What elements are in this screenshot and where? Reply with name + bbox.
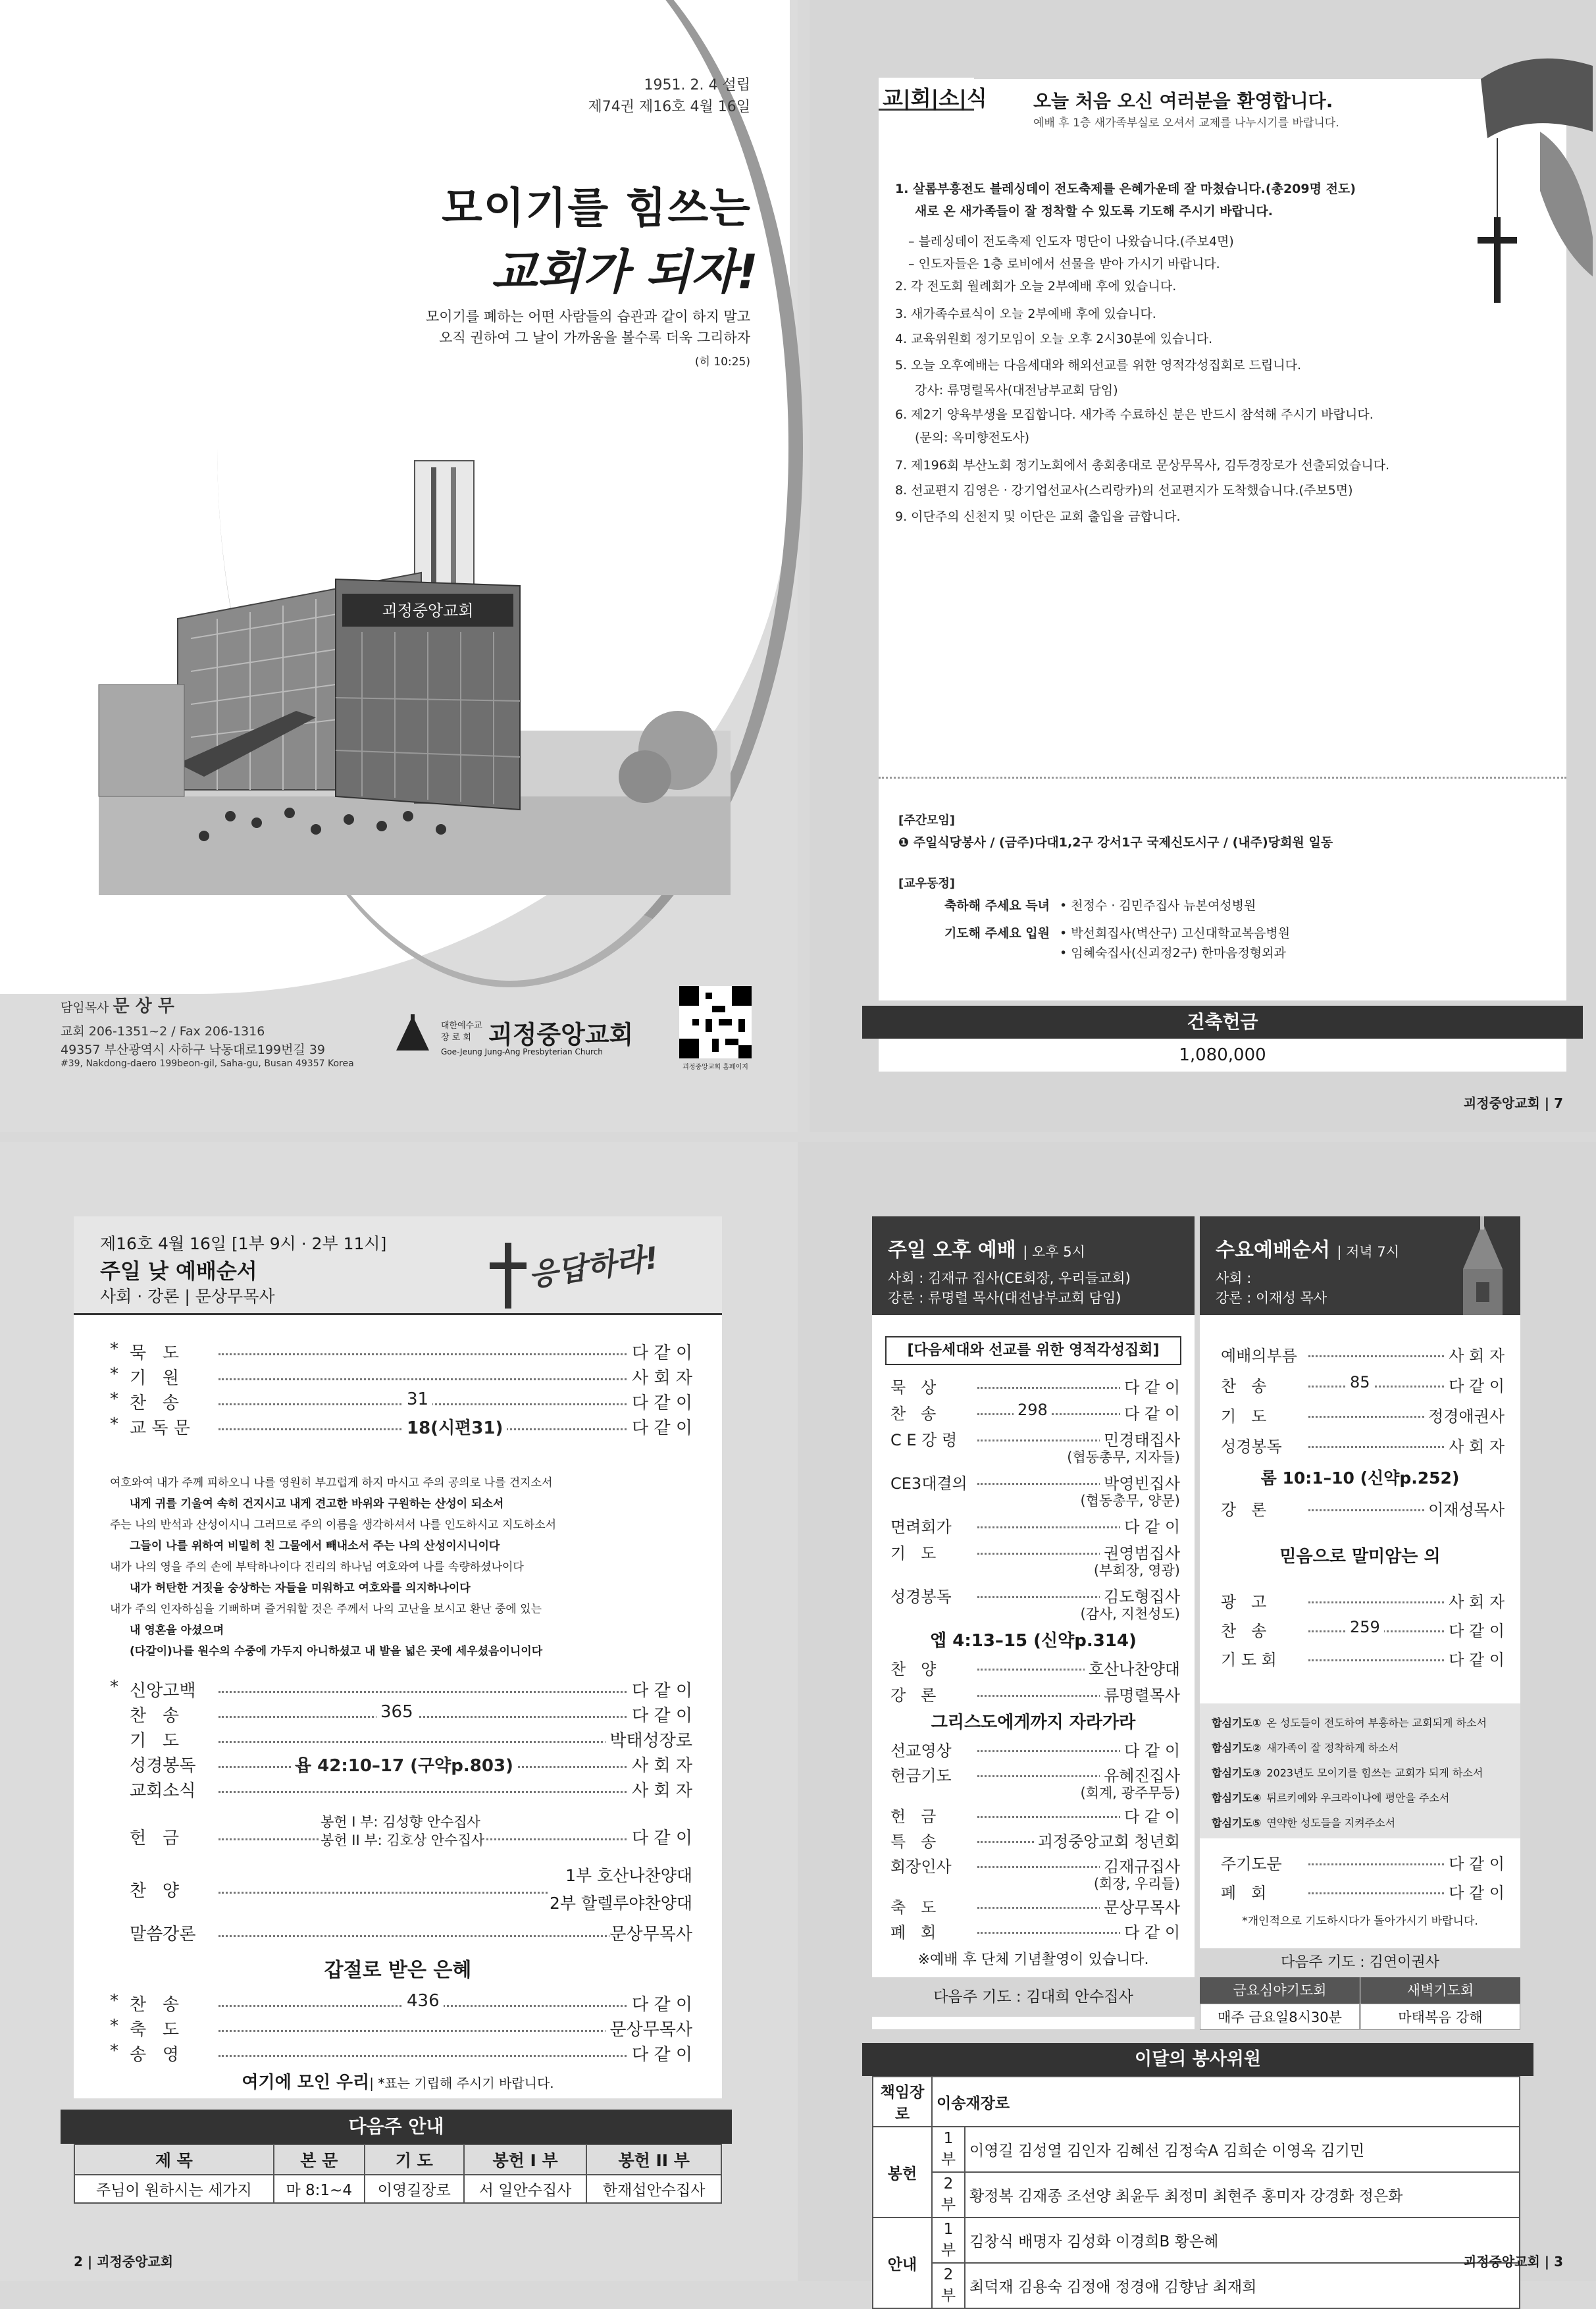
item-name: 찬 송 <box>1221 1377 1267 1395</box>
order-row <box>74 1991 722 2017</box>
item-person: 사 회 자 <box>628 1752 692 1777</box>
founded-date: 1951. 2. 4 설립 <box>644 77 750 93</box>
order-row <box>872 1803 1195 1830</box>
morning-issue: 제16호 4월 16일 [1부 9시 · 2부 11시] <box>100 1234 387 1253</box>
wednesday-time: | 저녁 7시 <box>1337 1244 1399 1260</box>
item-person: 다 같 이 <box>628 1677 692 1701</box>
item-person-role: (협동총무, 양문) <box>1080 1493 1180 1509</box>
news-item: 2. 각 전도회 월례회가 오늘 2부예배 후에 있습니다. <box>895 279 1177 294</box>
bong-2-list: 황정복 김재종 조선양 최윤두 최정미 최현주 홍미자 강경화 정은화 <box>965 2172 1520 2218</box>
prayer-item <box>1212 1715 1487 1730</box>
bong-1-list: 이영길 김성열 김인자 김혜선 김정숙A 김희순 이영옥 김기민 <box>965 2127 1520 2172</box>
item-person: 다 같 이 <box>628 1414 692 1439</box>
next-week-label: 다음주 안내 <box>61 2110 732 2144</box>
item-name: 선교영상 <box>890 1742 952 1760</box>
item-person-role: (협동총무, 지자들) <box>1067 1449 1180 1465</box>
item-person: 사 회 자 <box>628 1364 692 1389</box>
order-row <box>74 1752 722 1778</box>
item-person: 사 회 자 <box>1445 1434 1505 1457</box>
item-person: 민경태집사 <box>1100 1427 1180 1450</box>
item-person-role: (감사, 지천성도) <box>1080 1606 1180 1622</box>
standing-mark: * <box>110 1414 118 1434</box>
item-person: 다 같 이 <box>1120 1803 1180 1827</box>
wednesday-title-text: 수요예배순서 <box>1216 1239 1330 1262</box>
item-name: 특 송 <box>890 1832 937 1851</box>
item-detail: 31 <box>403 1389 432 1409</box>
item-detail: 18(시편31) <box>403 1414 507 1439</box>
guide-1-list: 김창식 배명자 김성화 이경희B 황은혜 <box>965 2218 1520 2263</box>
news-item: 8. 선교편지 김영은 · 강기업선교사(스리랑카)의 선교편지가 도착했습니다.(주보5면) <box>895 483 1353 498</box>
service-table <box>872 2076 1520 2309</box>
sermon-title: 갑절로 받은 은혜 <box>324 1959 472 1982</box>
sermon-dot-leader <box>219 1935 666 1937</box>
responsive-reading-line: 내가 주의 인자하심을 기뻐하며 즐거워할 것은 주께서 나의 고난을 보시고 환난 중에 있는 <box>110 1603 542 1616</box>
standing-mark: * <box>110 1339 118 1359</box>
order-row <box>74 1777 722 1803</box>
item-name: 헌금기도 <box>890 1767 952 1785</box>
item-person: 다 같 이 <box>628 1991 692 2015</box>
evening-order-rows <box>872 0 1195 2281</box>
logo-denomination-1: 대한예수교 <box>441 1021 482 1031</box>
pray-text1: • 박선희집사(벽산구) 고신대학교복음병원 <box>1060 926 1291 941</box>
prayer-item <box>1212 1815 1395 1830</box>
guide-1-label: 1부 <box>932 2218 965 2263</box>
service-guide-row-1 <box>873 2218 1520 2263</box>
item-name: 성경봉독 <box>130 1756 196 1776</box>
news-item: 9. 이단주의 신천지 및 이단은 교회 출입을 금합니다. <box>895 509 1181 524</box>
evening-title-text: 주일 오후 예배 <box>888 1239 1016 1262</box>
wednesday-leader2: 강론 : 이재성 목사 <box>1216 1290 1327 1306</box>
news-item: (문의: 옥미향전도사) <box>915 430 1030 445</box>
item-name: 헌 금 <box>890 1807 937 1826</box>
news-item: 4. 교육위원회 정기모임이 오늘 오후 2시30분에 있습니다. <box>895 332 1213 346</box>
dawn-prayer-value: 마태복음 강해 <box>1360 2004 1520 2030</box>
item-name: 찬 송 <box>890 1405 937 1423</box>
order-row <box>872 1854 1195 1892</box>
bong-label: 봉헌 <box>873 2127 932 2218</box>
item-person: 다 같 이 <box>628 1702 692 1726</box>
news-item: 새로 온 새가족들이 잘 정착할 수 있도록 기도해 주시기 바랍니다. <box>915 204 1273 219</box>
standing-mark: * <box>110 1364 118 1384</box>
item-person: 다 같 이 <box>628 1339 692 1364</box>
evening-time: | 오후 5시 <box>1023 1244 1085 1260</box>
verse-line1: 모이기를 폐하는 어떤 사람들의 습관과 같이 하지 말고 <box>425 309 750 324</box>
standing-mark: * <box>110 1991 118 2011</box>
evening-leader1: 사회 : 김재규 집사(CE회장, 우리들교회) <box>888 1270 1131 1286</box>
dot-leader <box>219 1353 666 1355</box>
responsive-reading-line: (다같이)나를 원수의 수중에 가두지 아니하셨고 내 발을 넓은 곳에 세우셨음이니이다 <box>130 1645 543 1658</box>
order-row <box>872 1470 1195 1509</box>
page-3-footer: 괴정중앙교회 | 3 <box>1463 2254 1563 2270</box>
welcome-message: 오늘 처음 오신 여러분을 환영합니다. <box>1033 90 1333 112</box>
order-row <box>872 1514 1195 1540</box>
order-row <box>872 1682 1195 1709</box>
responsive-reading-line: 내가 허탄한 거짓을 숭상하는 자들을 미워하고 여호와를 의지하나이다 <box>130 1582 471 1595</box>
item-name: 찬 송 <box>130 1706 180 1726</box>
prayer-label: 합심기도④ <box>1212 1792 1262 1804</box>
service-bong-row-1 <box>873 2127 1520 2172</box>
standing-mark: * <box>110 1677 118 1697</box>
dot-leader <box>219 1691 666 1693</box>
bong-1-label: 1부 <box>932 2127 965 2172</box>
weekly-item: ❶ 주일식당봉사 / (금주)다대1,2구 강서1구 국제신도시구 / (내주)당회원 일동 <box>898 835 1333 850</box>
item-name: 교회소식 <box>130 1781 196 1801</box>
item-name: 찬 송 <box>130 1393 180 1413</box>
pray-text2: • 임혜숙집사(신괴정2구) 한마음정형외과 <box>1060 946 1286 960</box>
item-name: 묵 상 <box>890 1378 937 1397</box>
dot-leader <box>219 1791 666 1793</box>
item-detail: 85 <box>1346 1373 1374 1391</box>
dot-leader <box>219 2030 666 2032</box>
service-guide-row-2 <box>873 2263 1520 2308</box>
item-detail: 365 <box>376 1702 417 1722</box>
morning-order-rows <box>74 0 722 2281</box>
order-row <box>872 1374 1195 1401</box>
order-row <box>74 1702 722 1728</box>
church-address: 49357 부산광역시 사하구 낙동대로199번길 39 <box>61 1043 325 1057</box>
logo-denomination-2: 장 로 회 <box>441 1033 471 1043</box>
item-person: 괴정중앙교회 청년회 <box>1034 1829 1180 1852</box>
item-name: 주기도문 <box>1221 1855 1282 1873</box>
evening-scripture: 엡 4:13–15 (신약p.314) <box>930 1631 1137 1651</box>
wednesday-note: *개인적으로 기도하시다가 돌아가시기 바랍니다. <box>1242 1915 1478 1928</box>
responsive-reading-line: 내가 나의 영을 주의 손에 부탁하나이다 진리의 하나님 여호와여 나를 속량하셨나이다 <box>110 1561 524 1574</box>
prayer-label: 합심기도⑤ <box>1212 1817 1262 1829</box>
item-name: 성경봉독 <box>890 1588 952 1606</box>
news-item: 1. 살롬부흥전도 블레싱데이 전도축제를 은혜가운데 잘 마쳤습니다.(총209명 전도) <box>895 182 1356 196</box>
offering-first: 봉헌 I 부: 김성향 안수집사 <box>321 1811 480 1831</box>
guide-label: 안내 <box>873 2218 932 2308</box>
prayer-text: 연약한 성도들을 지켜주소서 <box>1266 1817 1396 1829</box>
item-detail: 욥 42:10–17 (구약p.803) <box>291 1752 517 1777</box>
news-item: 3. 새가족수료식이 오늘 2부예배 후에 있습니다. <box>895 307 1156 321</box>
item-person: 호산나찬양대 <box>1085 1656 1180 1679</box>
sermon-preacher: 문상무목사 <box>609 1921 692 1945</box>
building-sign: 괴정중앙교회 <box>382 602 474 620</box>
item-person: 다 같 이 <box>1120 1738 1180 1761</box>
item-name: 강 론 <box>1221 1501 1267 1519</box>
next-week-value: 마 8:1~4 <box>274 2175 365 2203</box>
item-person: 사 회 자 <box>1445 1589 1505 1612</box>
prayer-label: 합심기도③ <box>1212 1767 1262 1779</box>
issue-info: 제74권 제16호 4월 16일 <box>588 99 750 115</box>
item-person: 다 같 이 <box>1120 1374 1180 1397</box>
page-7-footer: 괴정중앙교회 | 7 <box>1463 1095 1563 1111</box>
guide-2-label: 2부 <box>932 2263 965 2308</box>
wednesday-sermon-title: 믿음으로 말미암는 의 <box>1279 1547 1441 1567</box>
logo-english-name: Goe-Jeung Jung-Ang Presbyterian Church <box>441 1047 603 1056</box>
sermon-name: 말씀강론 <box>130 1925 196 1944</box>
wednesday-prayer-list <box>1200 0 1520 2281</box>
order-row <box>872 1919 1195 1946</box>
prayer-item <box>1212 1765 1483 1780</box>
order-row <box>74 1414 722 1441</box>
choir-second: 2부 할렐루야찬양대 <box>550 1890 692 1914</box>
next-week-value: 한재섭안수집사 <box>586 2175 721 2203</box>
item-detail: 298 <box>1014 1401 1052 1419</box>
prayer-meetings <box>1200 1977 1520 2030</box>
dot-leader <box>219 1403 666 1405</box>
pray-label: 기도해 주세요 입원 <box>944 926 1050 941</box>
dot-leader <box>219 1741 666 1743</box>
standing-note <box>74 2069 722 2093</box>
item-person: 김재규집사 <box>1100 1854 1180 1877</box>
welcome-sub: 예배 후 1층 새가족부실로 오셔서 교제를 나누시기를 바랍니다. <box>1033 117 1339 130</box>
service-title: 이달의 봉사위원 <box>862 2043 1533 2076</box>
item-person: 문상무목사 <box>1100 1894 1180 1917</box>
item-name: 기 도 <box>1221 1407 1267 1426</box>
next-week-value: 주님이 원하시는 세가지 <box>74 2175 274 2203</box>
verse-reference: (히 10:25) <box>694 355 750 369</box>
responsive-reading-line: 내게 귀를 기울여 속히 건지시고 내게 견고한 바위와 구원하는 산성이 되소서 <box>130 1497 504 1511</box>
item-person: 권영범집사 <box>1100 1540 1180 1563</box>
evening-banner: [다음세대와 선교를 위한 영적각성집회] <box>885 1336 1181 1365</box>
item-name: 예배의부름 <box>1221 1347 1297 1365</box>
dot-leader <box>219 2055 666 2057</box>
responsive-reading-line: 주는 나의 반석과 산성이시니 그러므로 주의 이름을 생각하셔서 나를 인도하시고 지도하소서 <box>110 1518 557 1532</box>
item-person: 다 같 이 <box>628 2041 692 2065</box>
item-name: 찬 양 <box>890 1660 937 1678</box>
item-name: 교 독 문 <box>130 1418 190 1438</box>
order-row <box>872 1763 1195 1801</box>
church-phone: 교회 206-1351~2 / Fax 206-1316 <box>61 1024 265 1039</box>
chief-label: 책임장로 <box>873 2077 932 2127</box>
evening-note: ※예배 후 단체 기념촬영이 있습니다. <box>917 1952 1149 1968</box>
standing-note-text: | *표는 기립해 주시기 바랍니다. <box>369 2075 554 2091</box>
item-name: C E 강 령 <box>890 1431 958 1449</box>
service-chief-row <box>873 2077 1520 2127</box>
item-name: 폐 회 <box>1221 1884 1267 1902</box>
item-person: 박영빈집사 <box>1100 1470 1180 1493</box>
news-header-text: 교|회|소|식 <box>883 86 987 111</box>
wednesday-next-prayer: 다음주 기도 : 김연이권사 <box>1200 1948 1520 1977</box>
item-person: 유혜진집사 <box>1100 1763 1180 1786</box>
item-person: 이재성목사 <box>1424 1497 1505 1520</box>
item-person: 사 회 자 <box>628 1777 692 1802</box>
pastor-label: 담임목사 <box>61 1000 109 1015</box>
news-item: 6. 제2기 양육부생을 모집합니다. 새가족 수료하신 분은 반드시 참석해 주시기 바랍니다. <box>895 407 1374 422</box>
responsive-reading-line: 여호와여 내가 주께 피하오니 나를 영원히 부끄럽게 하지 마시고 주의 공의로 나를 건지소서 <box>110 1476 553 1490</box>
order-row <box>872 1656 1195 1682</box>
item-name: 축 도 <box>890 1898 937 1917</box>
news-item: – 블레싱데이 전도축제 인도자 명단이 나왔습니다.(주보4면) <box>908 234 1234 249</box>
item-person: 다 같 이 <box>1120 1401 1180 1424</box>
friday-prayer-label: 금요심야기도회 <box>1200 1977 1360 2004</box>
prayer-text: 온 성도들이 전도하여 부흥하는 교회되게 하소서 <box>1266 1717 1487 1729</box>
item-person: 다 같 이 <box>1120 1514 1180 1537</box>
order-row <box>74 2041 722 2067</box>
next-week-value-row <box>74 2175 721 2203</box>
standing-mark: * <box>110 1389 118 1409</box>
prayer-item <box>1212 1790 1449 1805</box>
item-detail: 436 <box>403 1991 444 2011</box>
choir-name: 찬 양 <box>130 1881 180 1901</box>
item-name: 기 도 <box>890 1544 937 1563</box>
prayer-item <box>1212 1740 1399 1755</box>
item-name: 성경봉독 <box>1221 1438 1282 1456</box>
responsive-reading-line: 그들이 나를 위하여 비밀히 친 그물에서 빼내소서 주는 나의 산성이시니이다 <box>130 1540 500 1553</box>
item-person: 다 같 이 <box>1445 1880 1505 1903</box>
item-name: 회장인사 <box>890 1857 952 1876</box>
item-person-role: (부회장, 영광) <box>1093 1563 1180 1578</box>
next-week-header: 기 도 <box>365 2144 464 2175</box>
item-name: 찬 송 <box>130 1995 180 2015</box>
item-person: 다 같 이 <box>1120 1919 1180 1942</box>
order-row <box>74 1364 722 1391</box>
wednesday-leader1: 사회 : <box>1216 1270 1252 1286</box>
item-name: 송 영 <box>130 2045 180 2065</box>
morning-title: 주일 낮 예배순서 <box>100 1258 257 1284</box>
evening-leader2: 강론 : 류명렬 목사(대전남부교회 담임) <box>888 1290 1121 1306</box>
dot-leader <box>219 1378 666 1380</box>
item-detail: 259 <box>1346 1618 1384 1636</box>
item-person-role: (회장, 우리들) <box>1093 1876 1180 1892</box>
congrats-label: 축하해 주세요 득녀 <box>944 898 1050 913</box>
church-address-en: #39, Nakdong-daero 199beon-gil, Saha-gu, Busan 49357 Korea <box>61 1058 354 1069</box>
order-row <box>74 1727 722 1753</box>
item-person: 사 회 자 <box>1445 1343 1505 1366</box>
order-row <box>872 1894 1195 1921</box>
item-person: 다 같 이 <box>1445 1647 1505 1670</box>
prayer-text: 새가족이 잘 정착하게 하소서 <box>1266 1742 1399 1754</box>
item-name: 찬 송 <box>1221 1622 1267 1640</box>
next-week-header: 본 문 <box>274 2144 365 2175</box>
evening-next-prayer: 다음주 기도 : 김대희 안수집사 <box>872 1977 1195 2017</box>
item-person: 다 같 이 <box>628 1825 692 1849</box>
item-name: 면려회가 <box>890 1518 952 1536</box>
item-person: 박태성장로 <box>605 1727 692 1751</box>
item-person: 김도형집사 <box>1100 1584 1180 1607</box>
qr-caption: 괴정중앙교회 홈페이지 <box>682 1064 748 1071</box>
evening-sermon-title: 그리스도에게까지 자라가라 <box>931 1713 1136 1732</box>
responsive-reading-line: 내 영혼을 아셨으며 <box>130 1624 224 1637</box>
dawn-prayer-label: 새벽기도회 <box>1360 1977 1520 2004</box>
choir-first: 1부 호산나찬양대 <box>565 1863 692 1886</box>
order-row <box>872 1427 1195 1465</box>
item-name: 축 도 <box>130 2020 180 2040</box>
standing-note-bold: 여기에 모인 우리 <box>242 2073 370 2092</box>
item-name: 광 고 <box>1221 1593 1267 1611</box>
building-fund-amount: 1,080,000 <box>879 1039 1566 1072</box>
item-person: 문상무목사 <box>605 2016 692 2040</box>
order-row <box>872 1401 1195 1427</box>
order-row <box>872 1584 1195 1622</box>
bong-2-label: 2부 <box>932 2172 965 2218</box>
building-fund-label: 건축헌금 <box>862 1006 1583 1039</box>
order-row <box>872 1738 1195 1764</box>
next-week-value: 서 일안수집사 <box>464 2175 587 2203</box>
order-row <box>74 2016 722 2042</box>
order-row <box>74 1389 722 1416</box>
item-person: 다 같 이 <box>628 1389 692 1414</box>
prayer-label: 합심기도② <box>1212 1742 1262 1754</box>
news-item: – 인도자들은 1층 로비에서 선물을 받아 가시기 바랍니다. <box>908 257 1220 271</box>
item-name: 기 도 <box>130 1731 180 1751</box>
item-person: 류명렬목사 <box>1100 1682 1180 1705</box>
logo-church-name: 괴정중앙교회 <box>488 1020 634 1049</box>
verse-line2: 오직 권하여 그 날이 가까움을 볼수록 더욱 그리하자 <box>439 330 750 346</box>
offering-second: 봉헌 II 부: 김호상 안수집사 <box>321 1830 484 1850</box>
next-week-header-row <box>74 2144 721 2175</box>
page-2-footer: 2 | 괴정중앙교회 <box>74 2254 174 2270</box>
order-row <box>74 1677 722 1703</box>
order-row <box>74 1339 722 1366</box>
next-week-header: 봉헌 II 부 <box>586 2144 721 2175</box>
cover-title-line1: 모이기를 힘쓰는 <box>441 184 752 233</box>
item-name: 기 원 <box>130 1368 180 1388</box>
prayer-label: 합심기도① <box>1212 1717 1262 1729</box>
prayer-text: 튀르키예와 우크라이나에 평안을 주소서 <box>1266 1792 1450 1804</box>
item-name: 신앙고백 <box>130 1681 196 1701</box>
chief-value: 이송재장로 <box>932 2077 1520 2127</box>
item-person: 정경애권사 <box>1424 1403 1505 1426</box>
standing-mark: * <box>110 2041 118 2061</box>
members-label: [교우동정] <box>898 877 956 891</box>
news-item: 7. 제196회 부산노회 정기노회에서 총회총대로 문상무목사, 김두경장로가 선출되었습니다. <box>895 458 1390 473</box>
next-week-table <box>74 2144 722 2204</box>
guide-2-list: 최덕재 김용숙 김정애 정경애 김향남 최재희 <box>965 2263 1520 2308</box>
morning-leader: 사회 · 강론 | 문상무목사 <box>100 1287 275 1306</box>
next-week-header: 봉헌 I 부 <box>464 2144 587 2175</box>
item-person: 다 같 이 <box>1445 1618 1505 1641</box>
pastor-name: 문 상 무 <box>113 997 174 1016</box>
news-item: 강사: 류명렬목사(대전남부교회 담임) <box>915 383 1118 398</box>
news-item: 5. 오늘 오후예배는 다음세대와 해외선교를 위한 영적각성집회로 드립니다. <box>895 358 1302 373</box>
wednesday-scripture: 롬 10:1–10 (신약p.252) <box>1260 1468 1460 1488</box>
congrats-text: • 천정수 · 김민주집사 뉴본여성병원 <box>1060 898 1256 913</box>
order-row <box>872 1540 1195 1578</box>
item-name: 폐 회 <box>890 1923 937 1942</box>
next-week-value: 이영길장로 <box>365 2175 464 2203</box>
prayer-text: 2023년도 모이기를 힘쓰는 교회가 되게 하소서 <box>1266 1767 1483 1779</box>
banner-title: 응답하라! <box>526 1239 661 1293</box>
item-name: 묵 도 <box>130 1343 180 1363</box>
order-row <box>872 1829 1195 1855</box>
friday-prayer-value: 매주 금요일8시30분 <box>1200 2004 1360 2030</box>
item-name: 기 도 회 <box>1221 1651 1277 1669</box>
item-name: 강 론 <box>890 1686 937 1705</box>
standing-mark: * <box>110 2016 118 2036</box>
dot-leader <box>219 1716 666 1718</box>
item-person: 다 같 이 <box>1445 1373 1505 1396</box>
item-person: 다 같 이 <box>1445 1851 1505 1874</box>
item-name: CE3대결의 <box>890 1474 967 1493</box>
service-bong-row-2 <box>873 2172 1520 2218</box>
item-person-role: (회계, 광주무등) <box>1080 1785 1180 1801</box>
item-name: 헌 금 <box>130 1829 180 1848</box>
next-week-header: 제 목 <box>74 2144 274 2175</box>
weekly-label: [주간모임] <box>898 814 956 827</box>
cover-title-line2: 교회가 되자! <box>491 244 758 299</box>
